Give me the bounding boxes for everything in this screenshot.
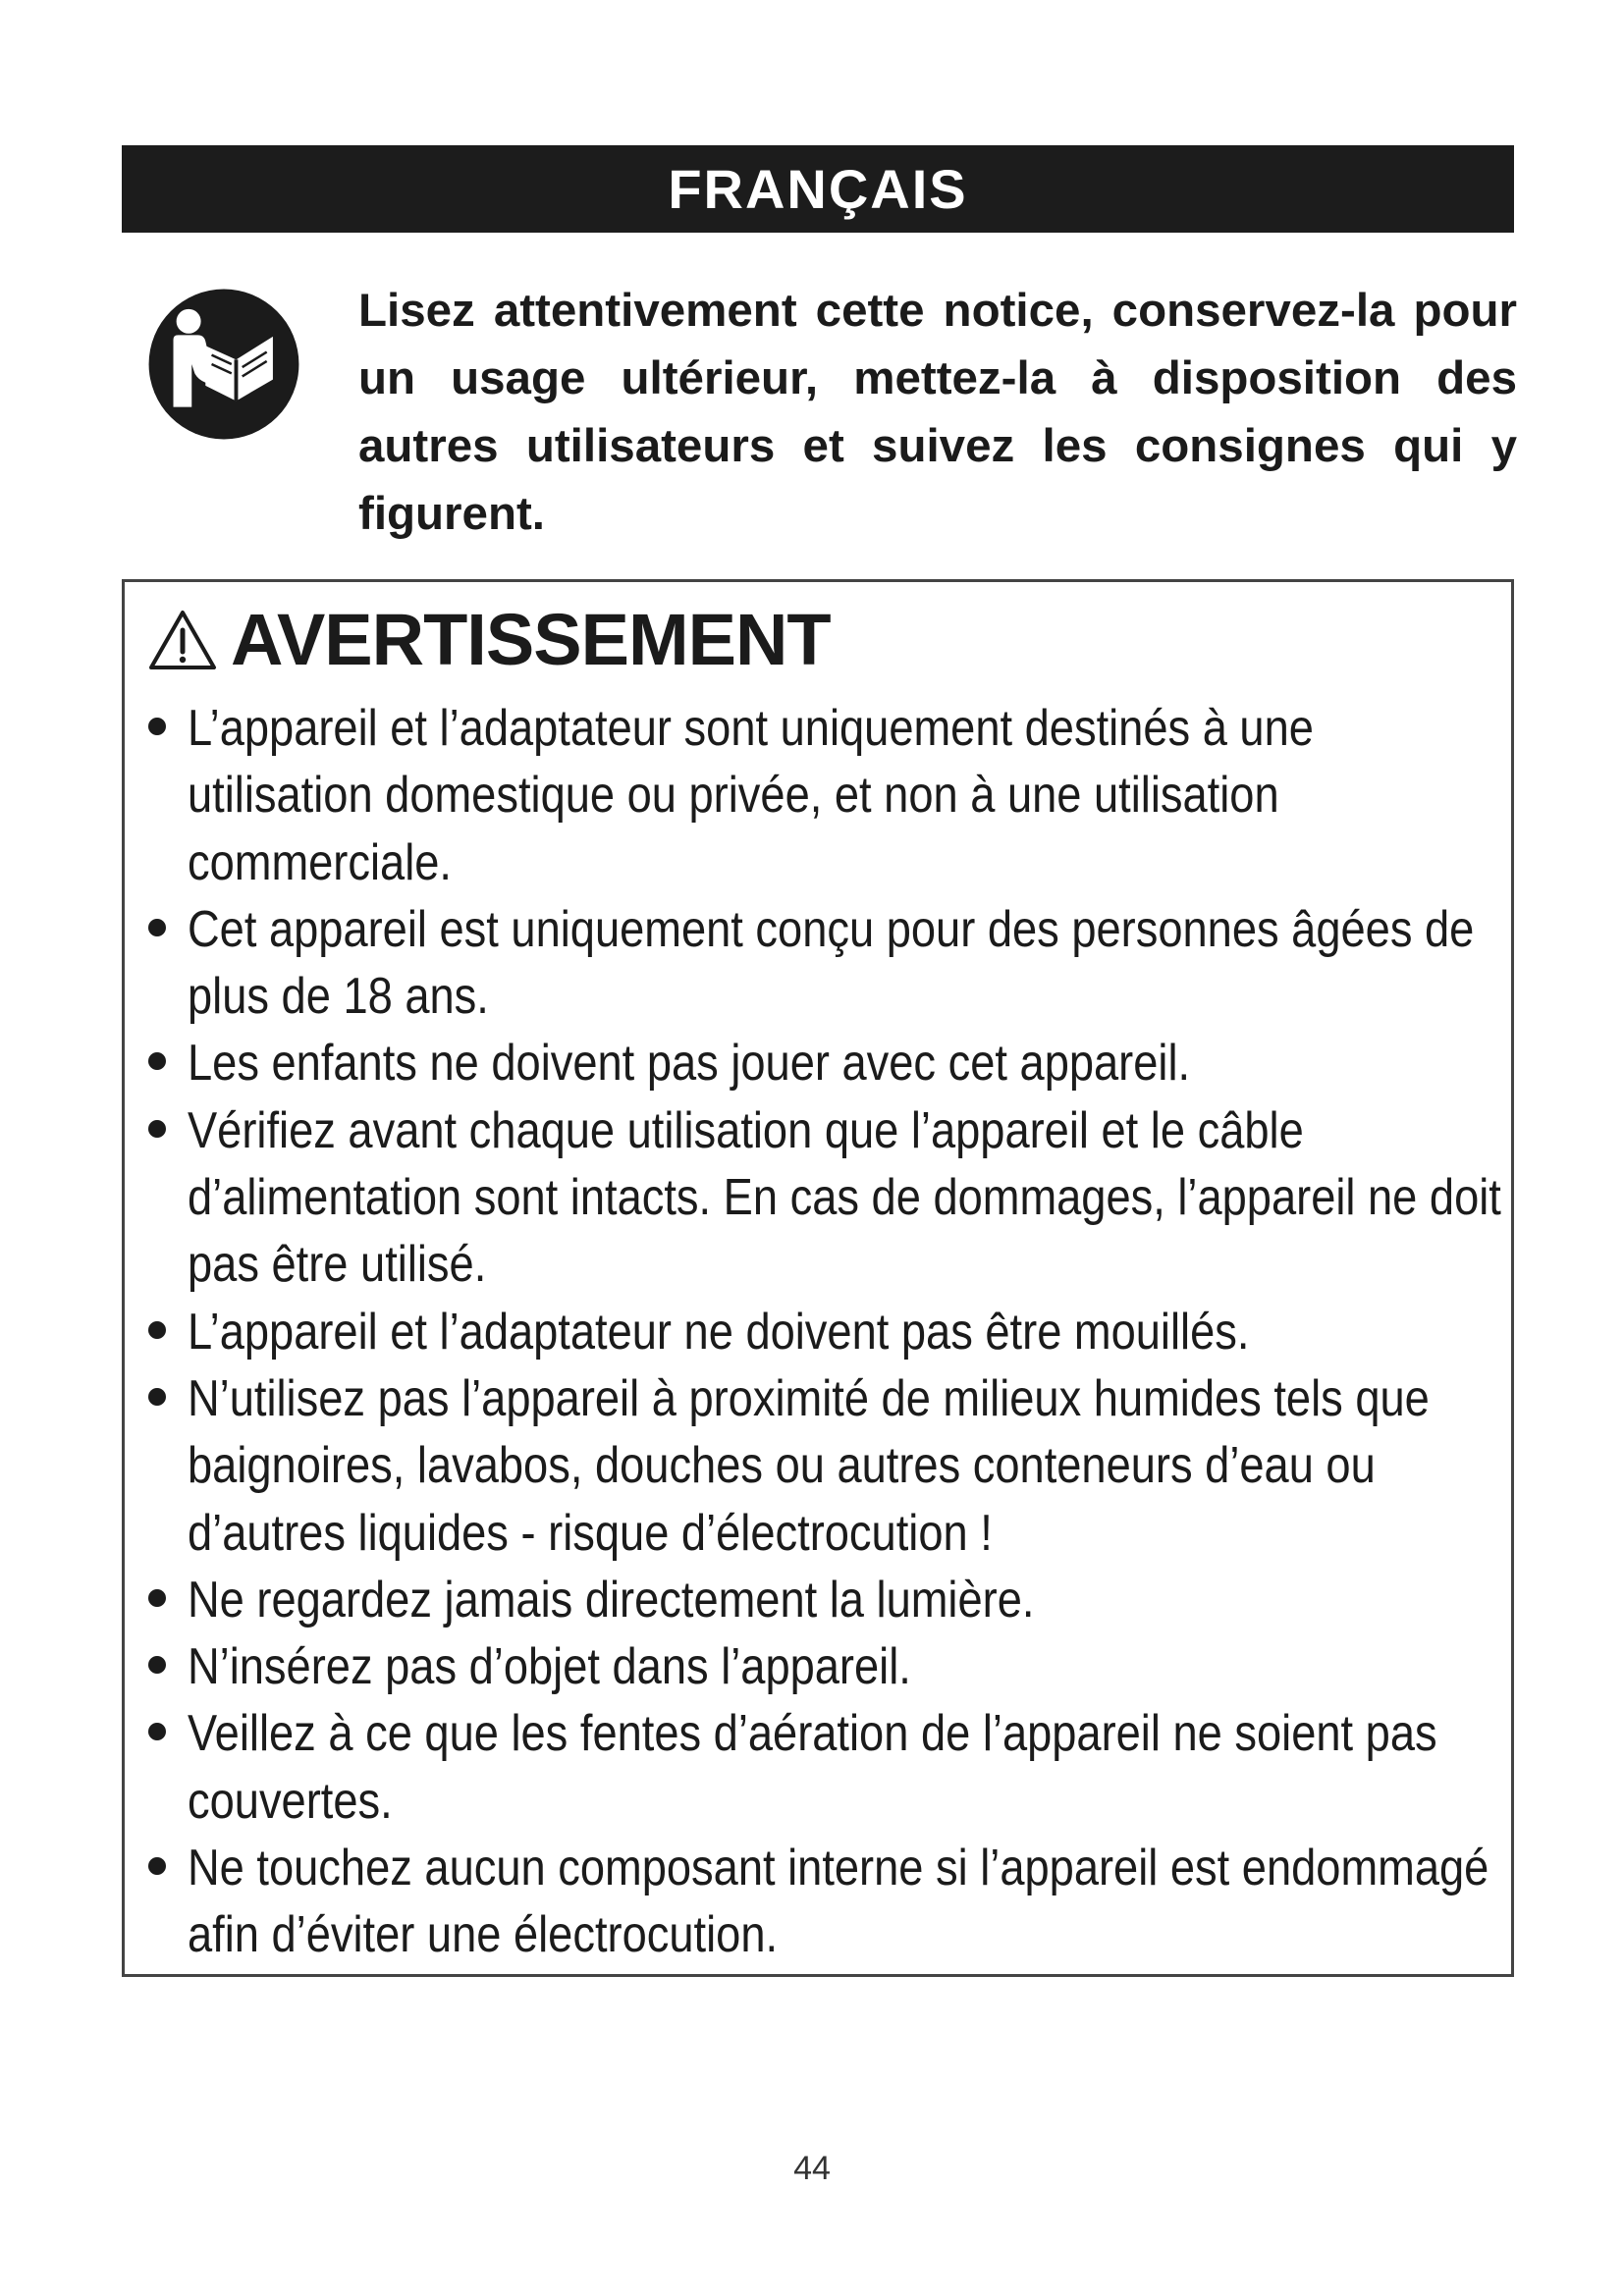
warning-title: AVERTISSEMENT [231, 599, 831, 680]
warning-triangle-icon [148, 609, 217, 671]
warning-box [122, 579, 1514, 1977]
bullet-icon [148, 919, 166, 936]
bullet-icon [148, 1388, 166, 1406]
warning-item: Cet appareil est uniquement conçu pour des personnes âgées de plus de 18 ans. [144, 896, 1519, 1031]
bullet-icon [148, 1589, 166, 1607]
bullet-icon [148, 1052, 166, 1070]
warning-heading [148, 596, 831, 684]
warning-item: Ne touchez aucun composant interne si l’appareil est endommagé afin d’éviter une électrocution. [144, 1835, 1519, 1969]
language-header [122, 145, 1514, 233]
warning-item: L’appareil et l’adaptateur ne doivent pas être mouillés. [144, 1299, 1519, 1365]
language-title: FRANÇAIS [668, 158, 968, 220]
warning-item: Ne regardez jamais directement la lumière. [144, 1567, 1519, 1633]
bullet-icon [148, 718, 166, 735]
intro-notice: Lisez attentivement cette notice, conservez-la pour un usage ultérieur, mettez-la à disposition des autres utilisateurs et suivez les consignes qui y figurent. [358, 285, 1517, 540]
warning-list [144, 695, 1519, 1969]
page-number: 44 [793, 2150, 831, 2187]
warning-item: L’appareil et l’adaptateur sont uniquement destinés à une utilisation domestique ou privée, et non à une utilisation commerciale. [144, 695, 1519, 896]
bullet-icon [148, 1723, 166, 1740]
warning-item: N’utilisez pas l’appareil à proximité de milieux humides tels que baignoires, lavabos, douches ou autres conteneurs d’eau ou d’autres liquides - risque d’électrocution ! [144, 1365, 1519, 1567]
warning-item: Vérifiez avant chaque utilisation que l’appareil et le câble d’alimentation sont intacts. En cas de dommages, l’appareil ne doit pas être utilisé. [144, 1097, 1519, 1299]
bullet-icon [148, 1656, 166, 1674]
warning-item: N’insérez pas d’objet dans l’appareil. [144, 1633, 1519, 1700]
warning-item: Veillez à ce que les fentes d’aération de l’appareil ne soient pas couvertes. [144, 1700, 1519, 1835]
warning-item: Les enfants ne doivent pas jouer avec cet appareil. [144, 1030, 1519, 1096]
read-manual-icon [147, 288, 300, 441]
bullet-icon [148, 1857, 166, 1875]
bullet-icon [148, 1321, 166, 1339]
bullet-icon [148, 1120, 166, 1138]
